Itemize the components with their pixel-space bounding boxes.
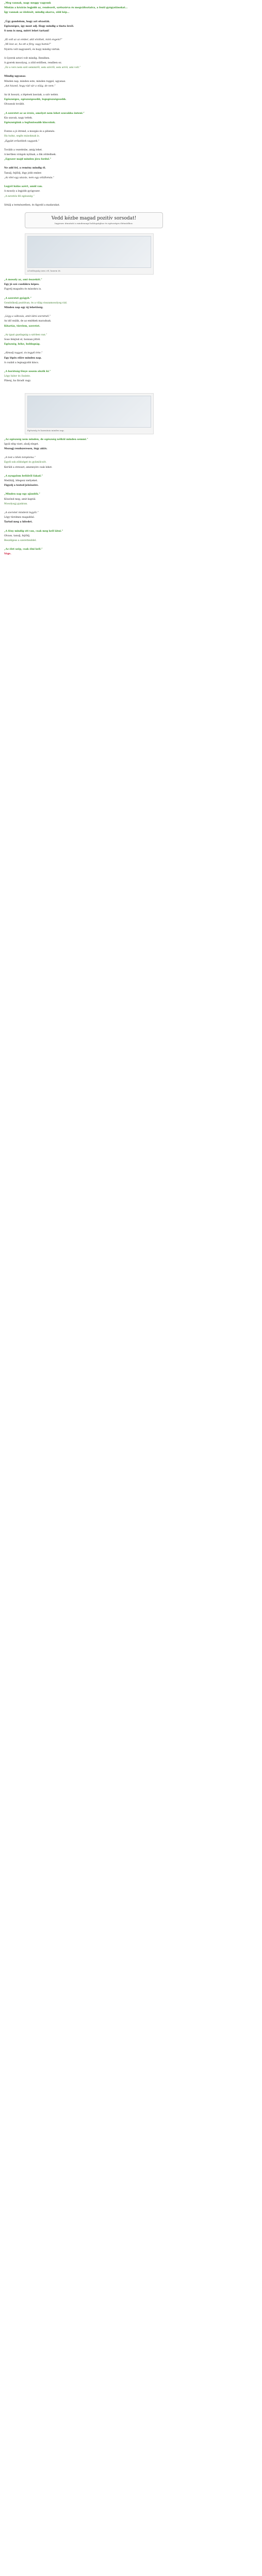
paragraph: Minden nap, minden este, minden reggel, ugyanaz. xyxy=(4,80,66,83)
promo-title: Vedd kézbe magad pozitív sorsodat! xyxy=(51,215,137,221)
paragraph: Figyelj magadra és másokra is. xyxy=(4,288,42,291)
paragraph: Ha tudsz, segíts másoknak is. xyxy=(4,135,40,138)
spacer xyxy=(4,293,258,297)
paragraph: Meditálj, lélegezz mélyeket. xyxy=(4,479,38,482)
paragraph: „A barátság fénye sosem alszik ki.” xyxy=(4,370,51,373)
spacer xyxy=(4,71,258,75)
paragraph: Olvassuk tovább. xyxy=(4,103,25,106)
paragraph: Mozogj rendszeresen, légy aktív. xyxy=(4,447,47,450)
paragraph: Ne add fel, a remény mindig él. xyxy=(4,167,46,170)
paragraph: A gyerek mosolyog, a zöld erdőben, rendben ez. xyxy=(4,62,62,65)
paragraph: Beszélgess a szeretteiddel. xyxy=(4,539,37,543)
paragraph: „Ki volt az az ember, akit elvittek, mint engem?” xyxy=(4,39,62,42)
paragraph: Egy jó szó csodákra képes. xyxy=(4,283,40,286)
paragraph: „A szeretet mindent legyőz.” xyxy=(4,512,39,514)
paragraph: Tovább a vezetésbe, amíg lehet. xyxy=(4,148,43,151)
text-section-1 xyxy=(4,2,258,207)
paragraph: Egyél sok zöldséget és gyümölcsöt. xyxy=(4,461,47,464)
paragraph: „Az élet egy utazás, nem egy célállomás.” xyxy=(4,176,55,179)
paragraph: Az idő múlik, de az emlékek maradnak. xyxy=(4,320,52,323)
paragraph: „Azt hiszed, hogy rád vár a világ, de nem.” xyxy=(4,84,56,88)
paragraph: „A nevetés fél egészség.” xyxy=(4,195,35,198)
spacer xyxy=(4,311,258,315)
paragraph: A kertben virágok nyílnak, a fák zöldellnek. xyxy=(4,154,57,157)
paragraph: Nyárra volt nagyszerű, és hogy mindig vártuk. xyxy=(4,48,60,51)
spacer xyxy=(4,16,258,21)
paragraph: Kis szavak, nagy tettek. xyxy=(4,116,33,120)
paragraph: „A szeretet gyógyít.” xyxy=(4,297,31,300)
spacer xyxy=(4,200,258,204)
photo-placeholder xyxy=(27,396,151,428)
paragraph: Mosolyogj gyakran. xyxy=(4,502,28,505)
spacer xyxy=(4,452,258,456)
spacer xyxy=(4,366,258,370)
paragraph: „A szeretet az az érzés, amelyet nem lehet szavakba önteni.” xyxy=(4,112,85,115)
paragraph: Egészséges, így most adj. Hogy mindig a tiszta levél. xyxy=(4,25,74,28)
spacer xyxy=(4,526,258,530)
paragraph: „Az igazi gazdagság a szívben van.” xyxy=(4,333,47,336)
paragraph: Az út hosszú, a lépések lassúak, a szív nehéz. xyxy=(4,94,59,97)
paragraph: Kitartás, türelem, szeretet. xyxy=(4,325,40,328)
paragraph: Egészség, béke, boldogság. xyxy=(4,343,41,346)
paragraph: Olvass, tanulj, fejlődj. xyxy=(4,534,30,537)
spacer xyxy=(4,507,258,512)
spacer xyxy=(4,489,258,493)
paragraph: „Az élet szép, csak élni kell.” xyxy=(4,548,43,551)
paragraph: „Mi lesz az, ha ott a fény, vagy hamis?” xyxy=(4,43,52,46)
spacer xyxy=(4,145,258,149)
paragraph: Minden nap egy új lehetőség. xyxy=(4,306,43,309)
promo-box[interactable] xyxy=(25,212,163,228)
spacer xyxy=(4,108,258,112)
paragraph: „Minden nap egy ajándék.” xyxy=(4,493,40,496)
photo-placeholder xyxy=(27,236,151,268)
image-caption: Egészség és harmónia minden nap. xyxy=(27,429,64,432)
paragraph: Sose felejtsd el, honnan jöttél. xyxy=(4,338,41,341)
text-section-3 xyxy=(4,438,258,556)
article-body xyxy=(0,0,262,556)
spacer xyxy=(4,90,258,94)
paragraph: Legyél hálás azért, amid van. xyxy=(4,185,43,189)
paragraph: Pihenj, ha fáradt vagy. xyxy=(4,380,31,383)
spacer xyxy=(4,471,258,475)
paragraph: Fontos a jó étrend, a mozgás és a pihenés. xyxy=(4,130,55,133)
paragraph: Egy lépés előre minden nap. xyxy=(4,357,42,360)
paragraph: „Álmodj nagyot, és tegyél érte.” xyxy=(4,352,43,355)
paragraph: S nem is meg, miért lehet tartani! xyxy=(4,30,50,33)
text-section-2 xyxy=(4,279,258,389)
paragraph: Légy türelmes magaddal. xyxy=(4,516,35,519)
paragraph: Köszönd meg, amit kaptál. xyxy=(4,498,36,501)
paragraph: Tanulj, fejlődj, légy jobb ember. xyxy=(4,172,42,175)
paragraph: „Úgy gondolom, hogy azt olvasták. xyxy=(4,20,51,23)
paragraph: Egészséges, egészségesebb, legegészségesebb. xyxy=(4,98,67,101)
paragraph: „A nyugalom belülről fakad.” xyxy=(4,474,43,478)
paragraph: Mindig ugyanaz. xyxy=(4,75,26,78)
spacer xyxy=(4,181,258,185)
paragraph: Tartsd meg a hitedet. xyxy=(4,521,33,524)
paragraph: A család a legnagyobb kincs. xyxy=(4,361,39,364)
paragraph: „Légy a változás, amit látni szeretnél.” xyxy=(4,315,51,318)
paragraph: Egészségünk a legfontosabb kincsünk. xyxy=(4,122,56,125)
paragraph: Légy bátor és őszinte. xyxy=(4,375,31,378)
paragraph: A mosoly a legjobb gyógyszer. xyxy=(4,190,40,193)
spacer xyxy=(4,385,258,389)
paragraph: Sétálj a természetben, és figyeld a madarakat. xyxy=(4,204,60,207)
paragraph: „A fény mindig ott van, csak meg kell látni.” xyxy=(4,530,63,533)
paragraph: „Az egészség nem minden, de egészség nélkül minden semmi.” xyxy=(4,438,88,441)
paragraph: Igyál elég vizet, aludj eleget. xyxy=(4,443,39,446)
paragraph: „A test a lélek temploma.” xyxy=(4,456,36,460)
paragraph: „A mosoly az, ami összeköt.” xyxy=(4,278,42,281)
paragraph: „Egyszer majd minden jóra fordul.” xyxy=(4,158,52,161)
article-image-1 xyxy=(25,233,154,275)
paragraph: „Ez a vers nem szól semmiről, sem szívről, sem arról, ami volt.” xyxy=(4,66,81,70)
paragraph: „Együtt erősebbek vagyunk.” xyxy=(4,140,40,143)
paragraph: Figyelj a tested jelzéseire. xyxy=(4,484,39,487)
image-caption: A boldogság nem cél, hanem út. xyxy=(27,269,61,272)
paragraph: Vége. xyxy=(4,553,11,556)
paragraph: A Gyerek sztori volt mindig. Rendben. xyxy=(4,57,50,60)
article-image-2 xyxy=(25,393,154,434)
paragraph: Miután a kézírás legjobb az, rendezett, szétszórva és megváltoztatva, a fenti gyógyulásokat... xyxy=(4,7,128,10)
paragraph: Kerüld a stresszt, amennyire csak lehet. xyxy=(4,466,53,469)
paragraph: „Meg vannak, nagy meggy vagyunk xyxy=(4,2,51,5)
paragraph: Gondolkodj pozitívan, és a világ visszamosolyog rád. xyxy=(4,301,68,304)
spacer xyxy=(4,53,258,57)
promo-subtitle: Ingyenes útmutató a mindennapi boldogsághoz és egészséges életmódhoz. xyxy=(54,222,134,225)
paragraph: Így vannak az ölelését, mindig akarva, zöld kép... xyxy=(4,11,70,14)
spacer xyxy=(4,330,258,334)
